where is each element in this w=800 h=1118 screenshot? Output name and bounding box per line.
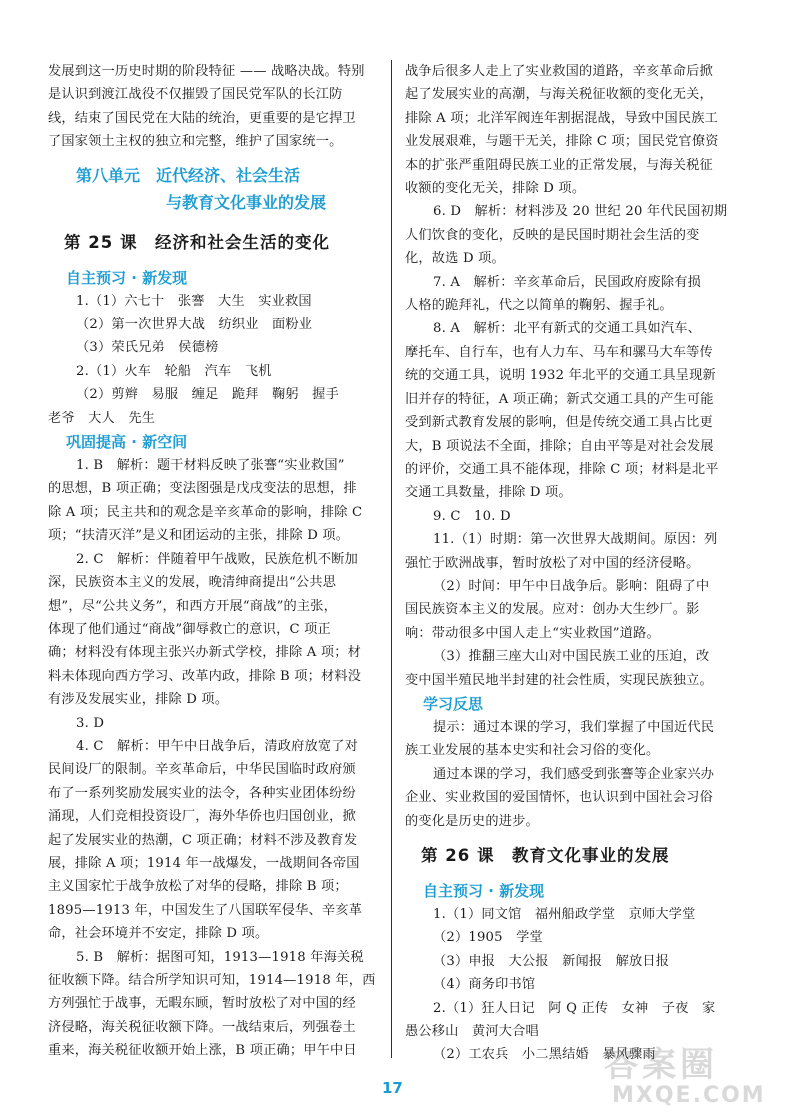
text-line: 线，结束了国民党在大陆的统治，更重要的是它捍卫 <box>48 110 356 126</box>
text-line: 4. C 解析：甲午中日战争后，清政府放宽了对 <box>76 738 359 754</box>
text-line: 5. B 解析：据图可知，1913—1918 年海关税 <box>76 949 364 965</box>
text-line: 的变化是历史的进步。 <box>405 813 539 829</box>
text-line: 济侵略，海关税征收额下降。一战结束后，列强卷土 <box>48 1019 356 1035</box>
text-line: 民间设厂的限制。辛亥革命后，中华民国临时政府颁 <box>48 762 356 778</box>
text-line: 企业、实业救国的爱国情怀，也认识到中国社会习俗 <box>405 790 713 806</box>
text-line: 项；“扶清灭洋”是义和团运动的主张，排除 D 项。 <box>48 528 350 544</box>
text-line: （3）荣氏兄弟 侯德榜 <box>76 340 219 356</box>
section-preview2-body <box>405 903 755 1067</box>
unit-title-line2: 与教育文化事业的发展 <box>166 192 327 212</box>
text-line: 变中国半殖民地半封建的社会性质，实现民族独立。 <box>405 672 713 688</box>
section-consolidate-title: 巩固提高 · 新空间 <box>66 433 188 452</box>
text-line: 11.（1）时期：第一次世界大战期间。原因：列 <box>433 532 718 548</box>
text-line: 深，民族资本主义的发展，晚清绅商提出“公共思 <box>48 575 337 591</box>
text-line: 确；材料没有体现主张兴办新式学校，排除 A 项；材 <box>48 645 362 661</box>
text-line: 起了发展实业的高潮，与海关税征收额的变化无关， <box>405 87 713 103</box>
text-line: （2）剪辫 易服 缠足 跪拜 鞠躬 握手 <box>76 387 339 403</box>
text-line: 涌现，人们竞相投资设厂，海外华侨也归国创业，掀 <box>48 809 356 825</box>
watermark-logo <box>604 1046 766 1108</box>
unit-title-line1: 第八单元 近代经济、社会生活 <box>76 165 301 185</box>
text-line: 了国家领土主权的独立和完整，维护了国家统一。 <box>48 134 343 150</box>
text-line: 老爷 大人 先生 <box>48 410 156 426</box>
text-line: 响：带动很多中国人走上“实业救国”道路。 <box>405 625 660 641</box>
text-line: （3）申报 大公报 新闻报 解放日报 <box>433 953 670 969</box>
text-line: 2.（1）狂人日记 阿 Q 正传 女神 子夜 家 <box>433 1000 716 1016</box>
text-line: 6. D 解析：材料涉及 20 世纪 20 年代民国初期 <box>433 204 728 220</box>
text-line: 命，社会环境并不安定，排除 D 项。 <box>48 926 269 942</box>
watermark-url: MXQE.COM <box>612 1083 766 1108</box>
text-line: 8. A 解析：北平有新式的交通工具如汽车、 <box>433 321 702 337</box>
right-column <box>405 60 755 1067</box>
text-line: 发展到这一历史时期的阶段特征 —— 战略决战。特别 <box>48 64 365 79</box>
text-line: 族工业发展的基本史实和社会习俗的变化。 <box>405 743 660 759</box>
text-line: 方列强忙于战事，无暇东顾，暂时放松了对中国的经 <box>48 996 356 1012</box>
text-line: 化，故选 D 项。 <box>405 251 505 267</box>
text-line: （2）1905 学堂 <box>433 930 543 946</box>
intro-paragraph <box>48 60 378 154</box>
text-line: 重来，海关税征收额开始上涨，B 项正确；甲午中日 <box>48 1043 357 1059</box>
text-line: 大，B 项说法不全面，排除；自由平等是对社会发展 <box>405 438 714 454</box>
text-line: 料未体现向西方学习、改革内政，排除 B 项；材料没 <box>48 668 362 684</box>
text-line: 本的扩张严重阻碍民族工业的正常发展，与海关税征 <box>405 157 713 173</box>
text-line: 1. B 解析：题干材料反映了张謇“实业救国” <box>76 458 345 474</box>
text-line: 的评价，交通工具不能体现，排除 C 项；材料是北平 <box>405 461 719 477</box>
text-line: 人们饮食的变化，反映的是民国时期社会生活的变 <box>405 227 700 243</box>
section-preview-title: 自主预习 · 新发现 <box>66 268 188 287</box>
text-line: 战争后很多人走上了实业救国的道路，辛亥革命后掀 <box>405 64 713 79</box>
text-line: 起了发展实业的热潮，C 项正确；材料不涉及教育发 <box>48 832 358 848</box>
text-line: 摩托车、自行车，也有人力车、马车和骡马大车等传 <box>405 344 713 360</box>
text-line: 1895—1913 年，中国发生了八国联军侵华、辛亥革 <box>48 902 363 918</box>
text-line: 强忙于欧洲战事，暂时放松了对中国的经济侵略。 <box>405 555 700 571</box>
text-line: 交通工具数量，排除 D 项。 <box>405 485 572 501</box>
lesson-26-title: 第 26 课 教育文化事业的发展 <box>421 846 670 865</box>
text-line: （4）商务印书馆 <box>433 977 536 993</box>
text-line: 1.（1）六七十 张謇 大生 实业救国 <box>76 293 312 309</box>
text-line: 是认识到渡江战役不仅摧毁了国民党军队的长江防 <box>48 87 343 103</box>
text-line: （2）工农兵 小二黑结婚 暴风骤雨 <box>433 1047 656 1063</box>
text-line: 2. C 解析：伴随着甲午战败，民族危机不断加 <box>76 551 359 567</box>
left-column <box>48 60 378 1063</box>
column-divider <box>391 60 392 1058</box>
text-line: 旧并存的特征，A 项正确；新式交通工具的产生可能 <box>405 391 714 407</box>
text-line: 国民族资本主义的发展。应对：创办大生纱厂。影 <box>405 602 700 618</box>
text-line: 愚公移山 黄河大合唱 <box>405 1024 539 1040</box>
section-preview2-title: 自主预习 · 新发现 <box>423 882 545 900</box>
text-line: 除 A 项；民主共和的观念是辛亥革命的影响，排除 C <box>48 504 363 520</box>
text-line: 提示：通过本课的学习，我们掌握了中国近代民 <box>433 719 715 735</box>
section-preview-body <box>48 290 378 430</box>
text-line: 收额的变化无关，排除 D 项。 <box>405 181 586 197</box>
text-line: 征收额下降。结合所学知识可知，1914—1918 年，西 <box>48 973 376 988</box>
watermark-text: 答案圈 <box>604 1045 718 1085</box>
text-line: （2）时间：甲午中日战争后。影响：阻碍了中 <box>433 578 710 594</box>
lesson-25-title: 第 25 课 经济和社会生活的变化 <box>64 232 330 252</box>
text-line: 1.（1）同文馆 福州船政学堂 京师大学堂 <box>433 907 696 922</box>
section-consolidate-continued <box>405 60 755 692</box>
text-line: 通过本课的学习，我们感受到张謇等企业家兴办 <box>433 766 715 782</box>
text-line: 的思想，B 项正确；变法图强是戊戌变法的思想，排 <box>48 481 357 497</box>
text-line: 展，排除 A 项；1914 年一战爆发，一战期间各帝国 <box>48 855 360 871</box>
section-reflection-body <box>405 716 755 833</box>
text-line: （3）推翻三座大山对中国民族工业的压迫，改 <box>433 649 710 665</box>
text-line: 主义国家忙于战争放松了对华的侵略，排除 B 项； <box>48 879 348 895</box>
text-line: 排除 A 项；北洋军阀连年割据混战，导致中国民族工 <box>405 110 719 126</box>
page-number: 17 <box>382 1079 403 1097</box>
section-reflection-title: 学习反思 <box>423 694 484 713</box>
text-line: 2.（1）火车 轮船 汽车 飞机 <box>76 363 272 379</box>
text-line: 统的交通工具，说明 1932 年北平的交通工具呈现新 <box>405 368 716 384</box>
text-line: 7. A 解析：辛亥革命后，民国政府废除有损 <box>433 274 702 290</box>
text-line: 布了一系列奖励发展实业的法令，各种实业团体纷纷 <box>48 785 356 801</box>
section-consolidate-body <box>48 454 378 1063</box>
text-line: 人格的跪拜礼，代之以简单的鞠躬、握手礼。 <box>405 298 673 314</box>
text-line: 受到新式教育发展的影响，但是传统交通工具占比更 <box>405 415 713 431</box>
text-line: 体现了他们通过“商战”御辱救亡的意识，C 项正 <box>48 621 331 637</box>
text-line: 3. D <box>76 715 105 731</box>
text-line: （2）第一次世界大战 纺织业 面粉业 <box>76 317 313 333</box>
text-line: 9. C 10. D <box>433 508 511 524</box>
text-line: 业发展艰难，与题干无关，排除 C 项；国民党官僚资 <box>405 134 719 150</box>
text-line: 想”，尽“公共义务”，和西方开展“商战”的主张， <box>48 598 338 614</box>
text-line: 有涉及发展实业，排除 D 项。 <box>48 692 229 708</box>
